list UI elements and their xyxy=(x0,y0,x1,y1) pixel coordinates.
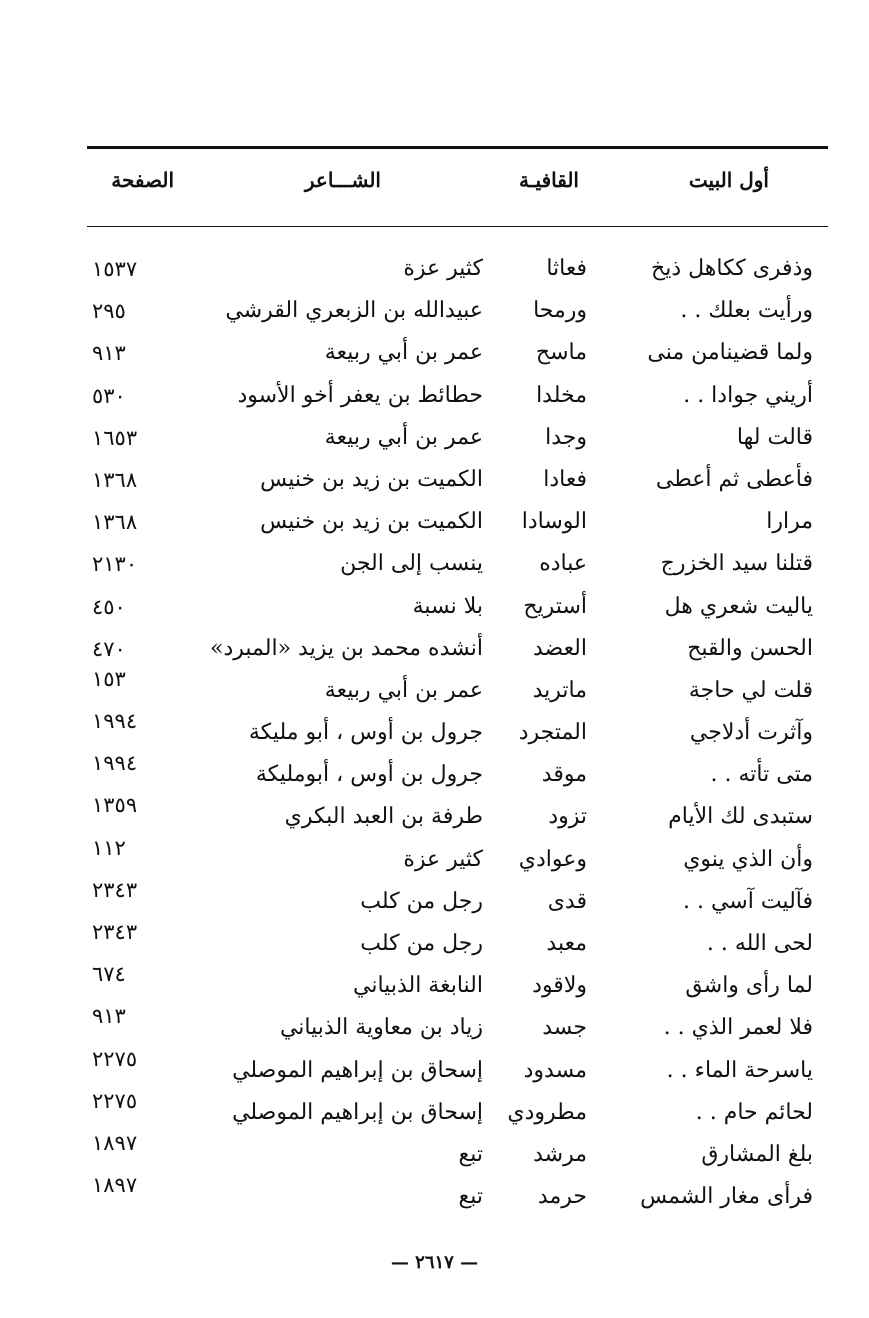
rhyme-cell: عباده xyxy=(539,551,587,577)
poet-cell: طرفة بن العبد البكري xyxy=(284,804,483,830)
page-cell: ٢٢٧٥ xyxy=(92,1088,138,1113)
rhyme-cell: الوسادا xyxy=(521,509,587,535)
page-cell: ٢٩٥ xyxy=(92,299,126,324)
poet-cell: عمر بن أبي ربيعة xyxy=(324,340,483,366)
rhyme-cell: حرمد xyxy=(537,1184,587,1210)
page-cell: ١٣٦٨ xyxy=(92,510,138,535)
page-cell: ٩١٣ xyxy=(92,341,126,366)
first-verse-cell: لما رأى واشق xyxy=(685,973,813,999)
first-verse-cell: ولما قضينامن منى xyxy=(647,340,813,366)
rhyme-cell: ولاقود xyxy=(532,973,587,999)
rhyme-cell: مرشد xyxy=(533,1141,587,1167)
header-poet: الشـــاعر xyxy=(304,168,381,192)
table-row xyxy=(0,501,869,543)
first-verse-cell: قالت لها xyxy=(736,424,813,450)
poet-cell: كثير عزة xyxy=(403,256,483,281)
page-number: — ٢٦١٧ — xyxy=(390,1252,479,1273)
poet-cell: الكميت بن زيد بن خنيس xyxy=(260,509,483,535)
page-cell: ١٥٣ xyxy=(92,666,126,691)
rhyme-cell: وعوادي xyxy=(518,846,587,872)
first-verse-cell: فأعطى ثم أعطى xyxy=(655,466,813,492)
poet-cell: كثير عزة xyxy=(403,846,483,872)
table-row xyxy=(0,1173,869,1218)
header-rhyme: القافيـة xyxy=(518,168,579,192)
first-verse-cell: قتلنا سيد الخزرج xyxy=(660,551,813,577)
first-verse-cell: وآثرت أدلاجي xyxy=(689,720,813,746)
first-verse-cell: متى تأته . . xyxy=(710,762,813,788)
top-rule xyxy=(87,146,828,149)
poet-cell: ينسب إلى الجن xyxy=(340,551,483,577)
rhyme-cell: مخلدا xyxy=(536,382,587,408)
poet-cell: جرول بن أوس ، أبو مليكة xyxy=(248,720,483,746)
page-cell: ٤٧٠ xyxy=(92,636,126,661)
table-row xyxy=(0,332,869,374)
rhyme-cell: ورمحا xyxy=(533,298,587,324)
table-row xyxy=(0,248,869,290)
first-verse-cell: فلا لعمر الذي . . xyxy=(663,1015,813,1041)
rhyme-cell: أستريح xyxy=(523,593,587,619)
page-cell: ٢٢٧٥ xyxy=(92,1046,138,1071)
first-verse-cell: مرارا xyxy=(766,509,813,535)
first-verse-cell: أريني جوادا . . xyxy=(683,382,813,408)
rhyme-cell: ماسح xyxy=(535,340,587,366)
first-verse-cell: فآليت آسي . . xyxy=(682,888,813,914)
poet-cell: النابغة الذبياني xyxy=(353,973,483,999)
rhyme-cell: فعاثا xyxy=(546,256,587,281)
rhyme-cell: مطرودي xyxy=(507,1099,587,1125)
first-verse-cell: لحى الله . . xyxy=(706,931,813,956)
table-row xyxy=(0,586,869,628)
first-verse-cell: ياسرحة الماء . . xyxy=(666,1057,813,1083)
poet-cell: بلا نسبة xyxy=(412,593,483,619)
rhyme-cell: وجدا xyxy=(545,424,587,450)
page-cell: ٢١٣٠ xyxy=(92,552,138,577)
table-row xyxy=(0,290,869,332)
poet-cell: رجل من كلب xyxy=(360,931,483,956)
page-cell: ١٥٣٧ xyxy=(92,257,138,281)
poet-cell: رجل من كلب xyxy=(360,888,483,914)
rhyme-cell: تزود xyxy=(548,804,587,830)
rhyme-cell: قدى xyxy=(547,888,587,914)
table-row xyxy=(0,459,869,501)
first-verse-cell: ورأيت بعلك . . xyxy=(680,298,813,324)
rhyme-cell: العضد xyxy=(532,635,587,661)
first-verse-cell: وذفرى ككاهل ذيخ xyxy=(651,256,813,281)
first-verse-cell: ستبدى لك الأيام xyxy=(668,804,813,830)
rhyme-cell: جسد xyxy=(542,1015,587,1041)
rhyme-cell: ماتريد xyxy=(532,677,587,703)
page-cell: ٦٧٤ xyxy=(92,962,126,987)
table-row xyxy=(0,417,869,459)
poet-cell: عمر بن أبي ربيعة xyxy=(324,424,483,450)
poet-cell: جرول بن أوس ، أبومليكة xyxy=(255,762,483,788)
page-cell: ١٦٥٣ xyxy=(92,425,138,450)
page-cell: ١٩٩٤ xyxy=(92,751,138,776)
page-cell: ١١٢ xyxy=(92,835,126,860)
first-verse-cell: ياليت شعري هل xyxy=(664,593,813,619)
page-cell: ١٣٥٩ xyxy=(92,793,138,818)
rhyme-cell: مسدود xyxy=(523,1057,587,1083)
first-verse-cell: بلغ المشارق xyxy=(701,1141,813,1167)
poet-cell: زياد بن معاوية الذبياني xyxy=(279,1015,483,1041)
page-cell: ١٨٩٧ xyxy=(92,1173,138,1198)
poet-cell: تبع xyxy=(458,1141,483,1167)
table-row xyxy=(0,543,869,585)
first-verse-cell: لحائم حام . . xyxy=(695,1099,813,1125)
first-verse-cell: وأن الذي ينوي xyxy=(683,846,813,872)
page-cell: ٢٣٤٣ xyxy=(92,877,138,902)
page-cell: ٢٣٤٣ xyxy=(92,920,138,944)
first-verse-cell: فرأى مغار الشمس xyxy=(640,1184,813,1210)
poet-cell: إسحاق بن إبراهيم الموصلي xyxy=(232,1099,483,1125)
page-cell: ٤٥٠ xyxy=(92,594,126,619)
rhyme-cell: فعادا xyxy=(543,466,587,492)
poet-cell: عمر بن أبي ربيعة xyxy=(324,677,483,703)
poet-cell: حطائط بن يعفر أخو الأسود xyxy=(237,382,483,408)
page-cell: ٥٣٠ xyxy=(92,383,126,408)
poet-cell: أنشده محمد بن يزيد «المبرد» xyxy=(210,635,483,661)
page-cell: ١٨٩٧ xyxy=(92,1130,138,1155)
first-verse-cell: قلت لي حاجة xyxy=(688,677,813,703)
table-header xyxy=(0,168,869,204)
poet-cell: تبع xyxy=(458,1184,483,1210)
rhyme-cell: معبد xyxy=(546,931,587,956)
header-page: الصفحة xyxy=(111,168,174,192)
table-row xyxy=(0,375,869,417)
header-rule xyxy=(87,226,828,227)
rhyme-cell: المتجرد xyxy=(518,720,587,746)
poet-cell: إسحاق بن إبراهيم الموصلي xyxy=(232,1057,483,1083)
header-first-verse: أول البيت xyxy=(688,168,769,192)
page-cell: ٩١٣ xyxy=(92,1004,126,1029)
verse-index-table xyxy=(0,248,869,1218)
first-verse-cell: الحسن والقبح xyxy=(687,635,813,661)
poet-cell: الكميت بن زيد بن خنيس xyxy=(260,466,483,492)
page-cell: ١٣٦٨ xyxy=(92,467,138,492)
rhyme-cell: موقد xyxy=(541,762,587,788)
page-cell: ١٩٩٤ xyxy=(92,709,138,734)
poet-cell: عبيدالله بن الزبعري القرشي xyxy=(225,298,483,324)
